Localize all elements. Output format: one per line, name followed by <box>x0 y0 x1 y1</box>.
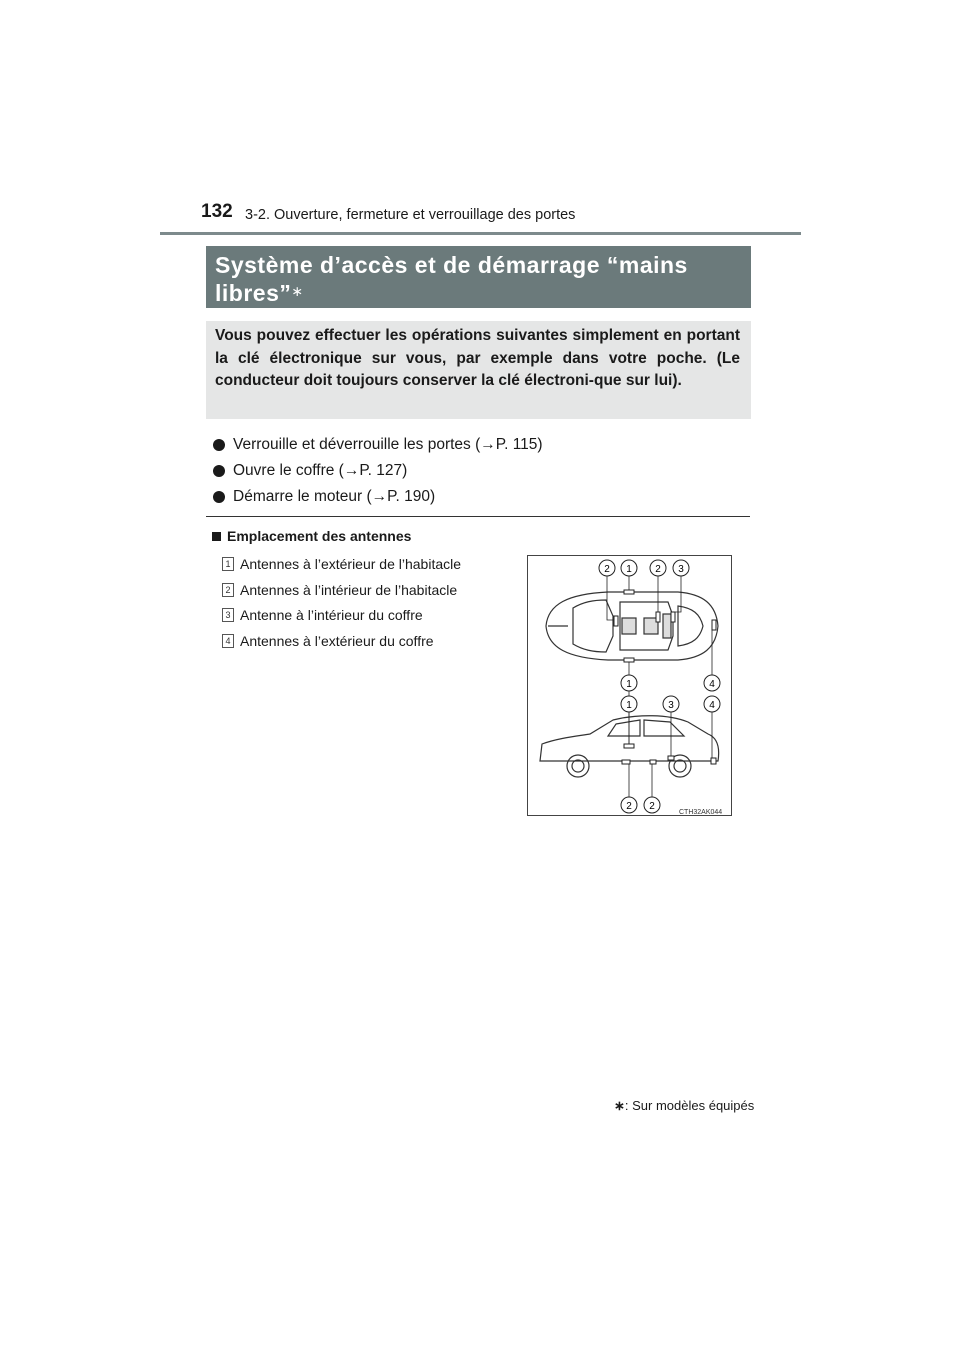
callout-label: 4 <box>709 700 715 711</box>
list-item <box>213 432 543 458</box>
list-item-text: Démarre le moteur (→P. 190) <box>233 488 436 505</box>
antenna-heading <box>212 528 411 544</box>
legend-item <box>222 551 461 577</box>
section-reference: 3-2. Ouverture, fermeture et verrouillage des portes <box>245 207 576 223</box>
callout-label: 1 <box>626 564 632 575</box>
callout-label: 1 <box>626 700 632 711</box>
legend-label: Antennes à l’extérieur de l’habitacle <box>240 555 462 572</box>
footnote-text: : Sur modèles équipés <box>624 1098 755 1113</box>
callout-top-3 <box>650 560 666 576</box>
bullet-dot-icon <box>213 465 225 477</box>
callout-top-4 <box>673 560 689 576</box>
callout-mid-4 <box>663 696 679 712</box>
square-bullet-icon <box>212 532 221 541</box>
figure-code: CTH32AK044 <box>679 809 723 816</box>
callout-label: 1 <box>626 679 632 690</box>
bullet-dot-icon <box>213 439 225 451</box>
callout-bottom-2 <box>644 797 660 813</box>
page-title <box>215 251 740 307</box>
callout-label: 3 <box>668 700 674 711</box>
callout-mid-1 <box>621 675 637 691</box>
callout-label: 3 <box>678 564 684 575</box>
callout-label: 4 <box>709 679 715 690</box>
legend-item <box>222 602 461 628</box>
legend-number: 3 <box>222 608 234 622</box>
callout-mid-3 <box>621 696 637 712</box>
legend-label: Antennes à l’intérieur de l’habitacle <box>240 581 458 598</box>
footnote <box>614 1098 754 1114</box>
page-number: 132 <box>201 201 233 222</box>
list-item-text: Ouvre le coffre (→P. 127) <box>233 462 408 479</box>
callout-mid-2 <box>704 675 720 691</box>
legend-number: 4 <box>222 634 234 648</box>
bullet-dot-icon <box>213 491 225 503</box>
footnote-star: ∗ <box>614 1098 625 1113</box>
callout-bottom-1 <box>621 797 637 813</box>
section-divider <box>206 516 750 517</box>
car-top-view <box>546 592 718 660</box>
callout-label: 2 <box>604 564 610 575</box>
list-item <box>213 484 543 510</box>
antenna-legend <box>222 551 461 654</box>
title-marker: ∗ <box>291 283 304 299</box>
legend-item <box>222 577 461 603</box>
legend-number: 2 <box>222 583 234 597</box>
legend-item <box>222 628 461 654</box>
list-item-text: Verrouille et déverrouille les portes (→P. 115) <box>233 436 543 453</box>
legend-number: 1 <box>222 557 234 571</box>
list-item <box>213 458 543 484</box>
legend-label: Antennes à l’extérieur du coffre <box>240 632 434 649</box>
feature-list <box>213 432 543 510</box>
legend-label: Antenne à l’intérieur du coffre <box>240 607 423 624</box>
header-rule <box>160 232 801 235</box>
callout-top-1 <box>599 560 615 576</box>
page-title-text: Système d’accès et de démarrage “mains libres” <box>215 252 688 306</box>
title-banner <box>206 246 751 308</box>
callout-label: 2 <box>655 564 661 575</box>
callout-mid-5 <box>704 696 720 712</box>
antenna-heading-text: Emplacement des antennes <box>227 528 412 544</box>
car-diagram <box>528 556 733 817</box>
callout-label: 2 <box>626 801 632 812</box>
antenna-location-figure <box>527 555 732 816</box>
callout-top-2 <box>621 560 637 576</box>
intro-box <box>206 321 751 419</box>
intro-text: Vous pouvez effectuer les opérations suivantes simplement en portant la clé électronique sur vous, par exemple dans votre poche. (Le conducteur doit toujours conserver la clé électroni-que sur lui). <box>215 327 740 389</box>
callout-label: 2 <box>649 801 655 812</box>
